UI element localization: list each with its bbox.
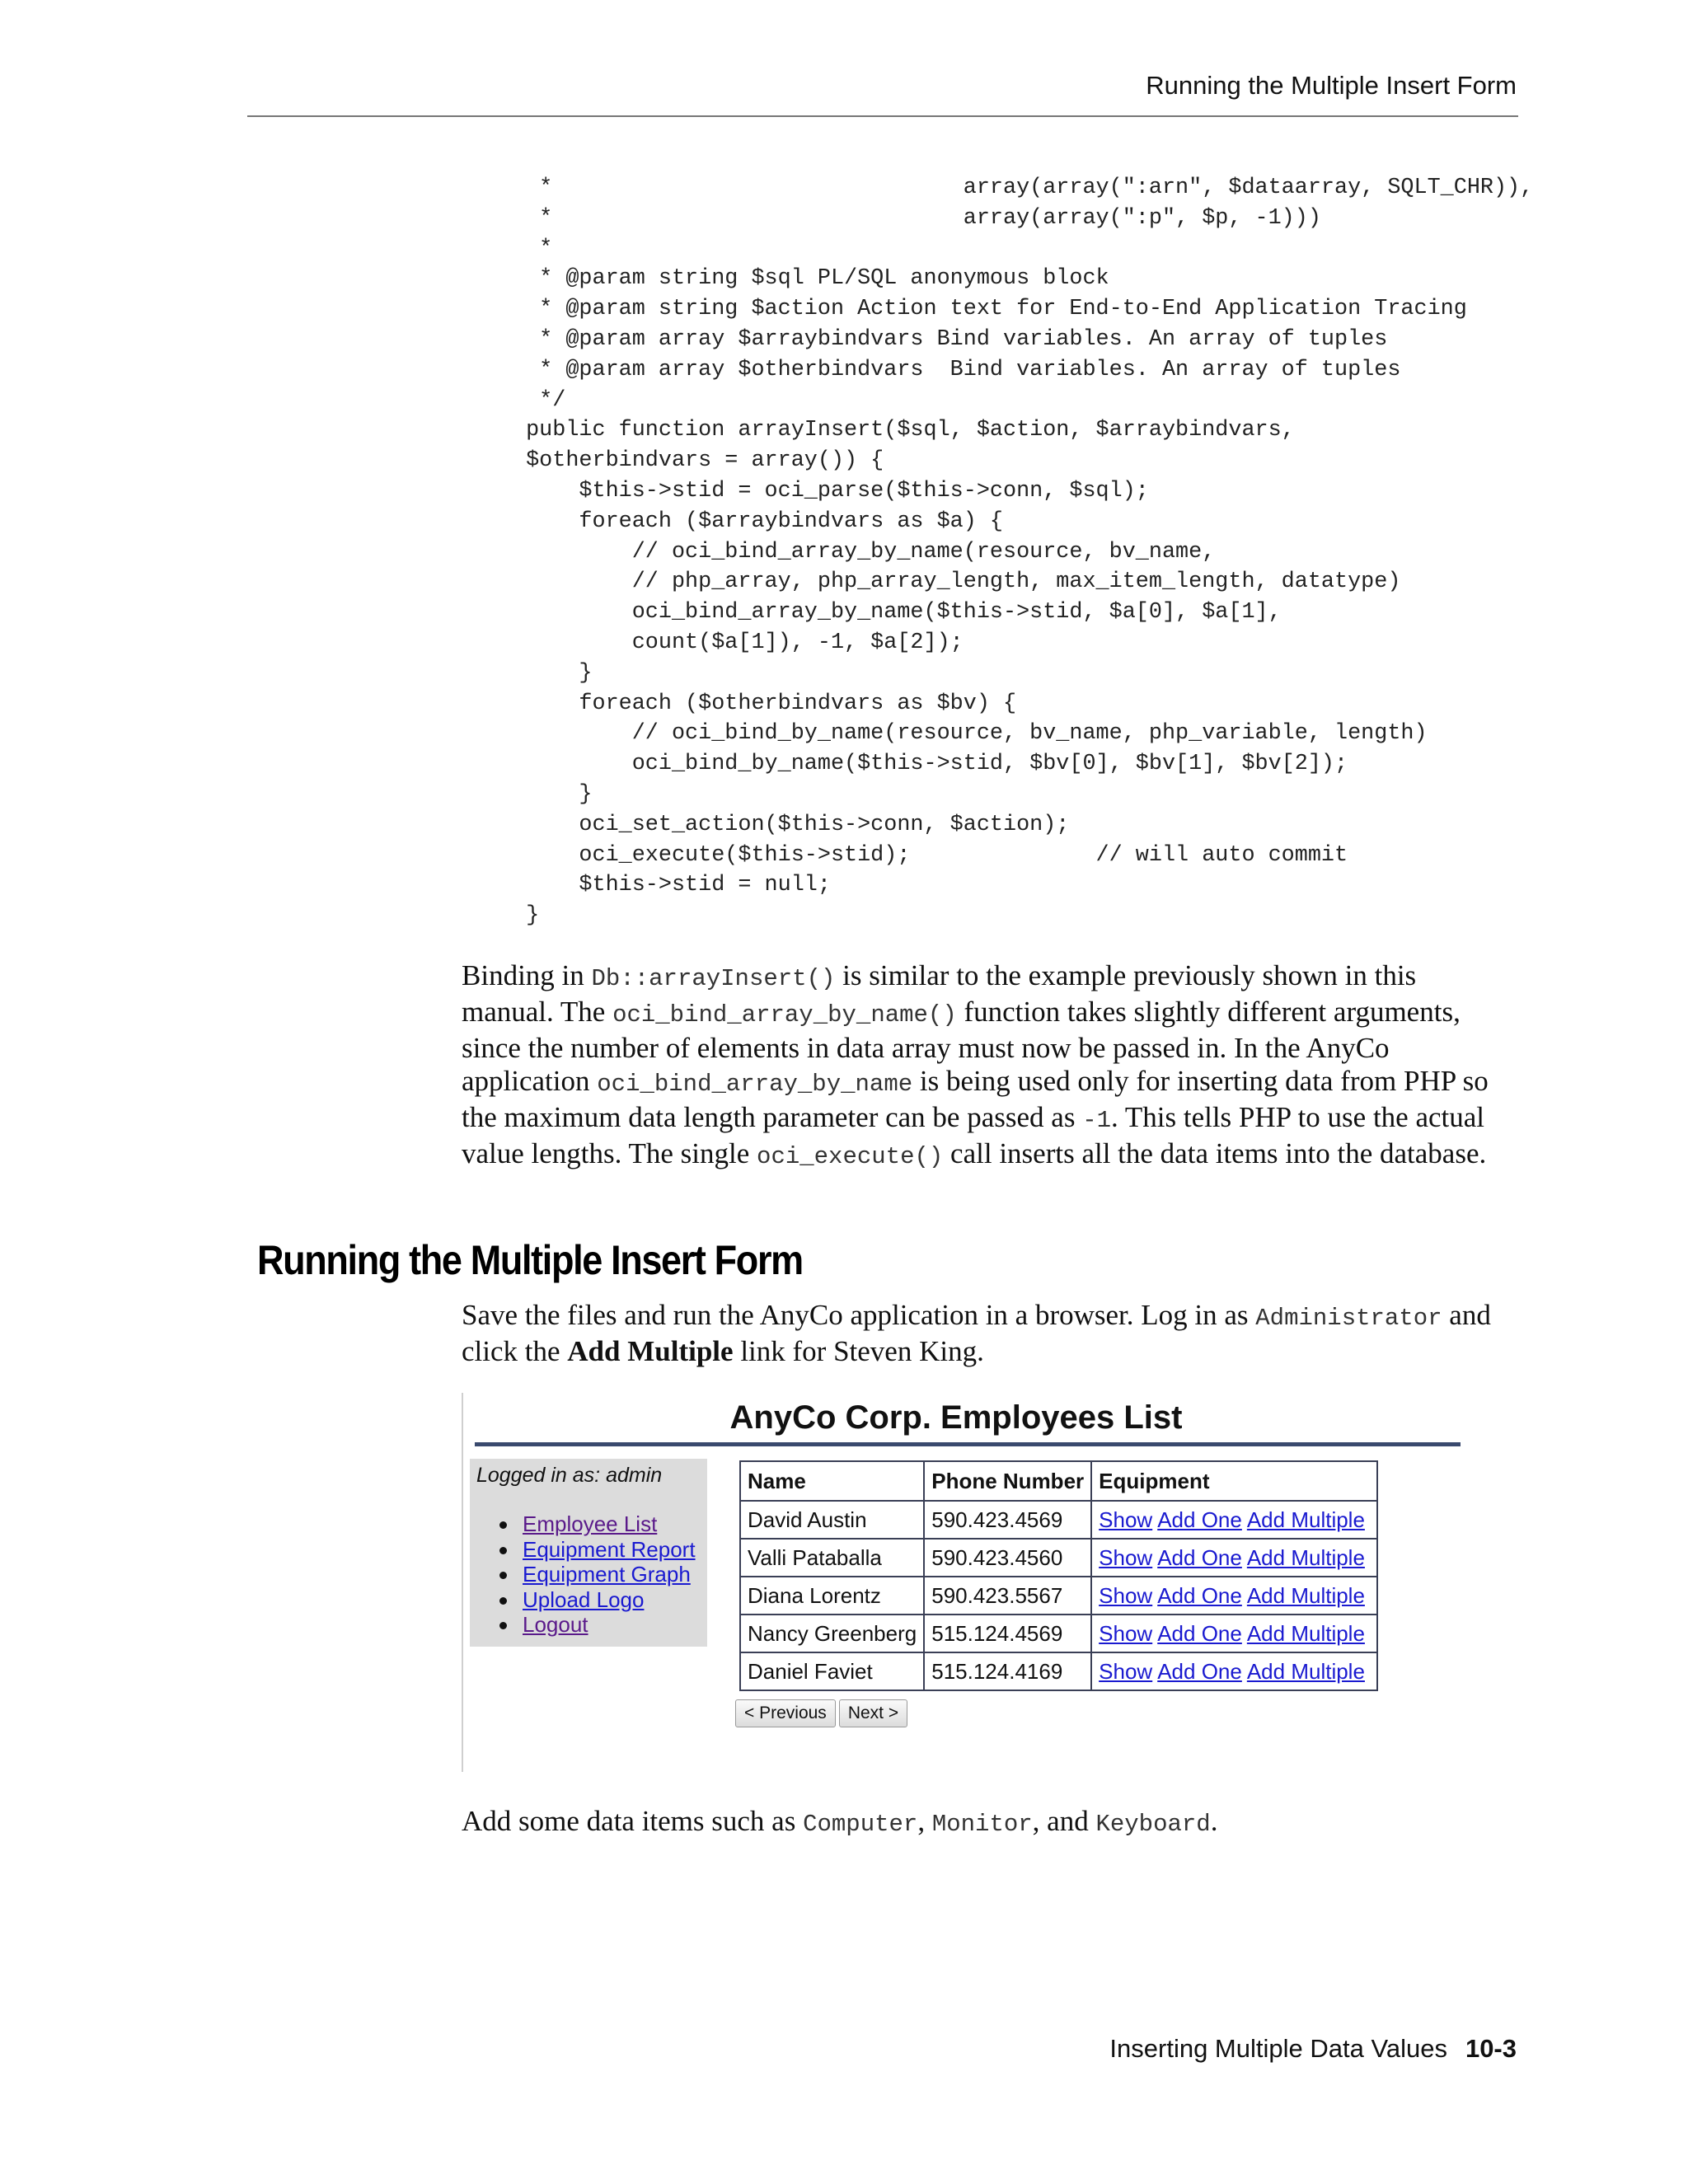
code-line: oci_set_action($this->conn, $action); bbox=[513, 812, 1070, 837]
code-line: oci_bind_by_name($this->stid, $bv[0], $bv[1], $bv[2]); bbox=[513, 752, 1348, 777]
employee-list-link[interactable]: Employee List bbox=[523, 1511, 658, 1536]
screenshot-border bbox=[462, 1393, 463, 1772]
show-link[interactable]: Show bbox=[1099, 1582, 1153, 1608]
add-one-link[interactable]: Add One bbox=[1157, 1620, 1242, 1646]
sidebar-item-equipment-graph bbox=[470, 1562, 696, 1587]
employee-name: David Austin bbox=[740, 1501, 924, 1539]
employee-name: Diana Lorentz bbox=[740, 1577, 924, 1615]
equipment-report-link[interactable]: Equipment Report bbox=[523, 1536, 696, 1562]
header-rule bbox=[247, 115, 1518, 117]
inline-code: -1 bbox=[1082, 1107, 1111, 1134]
sidebar-panel bbox=[470, 1459, 707, 1647]
add-one-link[interactable]: Add One bbox=[1157, 1507, 1242, 1532]
save-paragraph: Save the files and run the AnyCo application in a browser. Log in as Administrator and click the Add Multiple link for Steven King. bbox=[462, 1299, 1491, 1367]
add-multiple-link[interactable]: Add Multiple bbox=[1246, 1658, 1365, 1684]
add-multiple-link[interactable]: Add Multiple bbox=[1246, 1544, 1365, 1570]
sidebar-nav bbox=[470, 1511, 696, 1638]
code-block bbox=[513, 173, 1535, 931]
code-line: // oci_bind_array_by_name(resource, bv_name, bbox=[513, 539, 1216, 565]
sidebar-item-employee-list bbox=[470, 1511, 696, 1537]
code-line: * @param array $otherbindvars Bind variables. An array of tuples bbox=[513, 357, 1401, 382]
logout-link[interactable]: Logout bbox=[523, 1612, 588, 1637]
show-link[interactable]: Show bbox=[1099, 1507, 1153, 1532]
table-row bbox=[740, 1539, 1377, 1577]
table-row bbox=[740, 1615, 1377, 1652]
employees-table bbox=[739, 1460, 1378, 1691]
code-line: * bbox=[513, 236, 553, 261]
inline-code: oci_bind_array_by_name bbox=[597, 1071, 913, 1098]
employee-phone: 590.423.5567 bbox=[924, 1577, 1091, 1615]
bold-term: Add Multiple bbox=[567, 1335, 734, 1367]
employee-phone: 590.423.4569 bbox=[924, 1501, 1091, 1539]
add-multiple-link[interactable]: Add Multiple bbox=[1246, 1620, 1365, 1646]
code-line: * @param string $action Action text for End-to-End Application Tracing bbox=[513, 297, 1467, 322]
code-line: } bbox=[513, 903, 540, 929]
sidebar-item-logout bbox=[470, 1612, 696, 1638]
code-line: * @param array $arraybindvars Bind variables. An array of tuples bbox=[513, 326, 1388, 352]
equipment-links bbox=[1091, 1615, 1377, 1652]
show-link[interactable]: Show bbox=[1099, 1544, 1153, 1570]
pager bbox=[735, 1699, 911, 1727]
column-header-phone: Phone Number bbox=[924, 1461, 1091, 1501]
code-line: foreach ($arraybindvars as $a) { bbox=[513, 509, 1003, 534]
add-multiple-link[interactable]: Add Multiple bbox=[1246, 1507, 1365, 1532]
equipment-graph-link[interactable]: Equipment Graph bbox=[523, 1562, 691, 1586]
upload-logo-link[interactable]: Upload Logo bbox=[523, 1586, 645, 1612]
code-line: $this->stid = null; bbox=[513, 873, 831, 898]
code-line: // oci_bind_by_name(resource, bv_name, php_variable, length) bbox=[513, 721, 1428, 747]
column-header-equipment: Equipment bbox=[1091, 1461, 1377, 1501]
table-header-row bbox=[740, 1461, 1377, 1501]
title-rule bbox=[475, 1442, 1461, 1446]
sidebar-item-equipment-report bbox=[470, 1537, 696, 1563]
code-line: // php_array, php_array_length, max_item_length, datatype) bbox=[513, 569, 1401, 595]
sidebar-item-upload-logo bbox=[470, 1587, 696, 1613]
code-line: */ bbox=[513, 387, 566, 413]
table-row bbox=[740, 1501, 1377, 1539]
employee-phone: 515.124.4569 bbox=[924, 1615, 1091, 1652]
employee-name: Nancy Greenberg bbox=[740, 1615, 924, 1652]
code-line: * array(array(":p", $p, -1))) bbox=[513, 205, 1321, 231]
add-items-paragraph: Add some data items such as Computer, Monitor, and Keyboard. bbox=[462, 1805, 1218, 1838]
table-row bbox=[740, 1652, 1377, 1690]
page-number: 10-3 bbox=[1465, 2034, 1517, 2063]
equipment-links bbox=[1091, 1539, 1377, 1577]
employees-list-screenshot bbox=[462, 1393, 1472, 1772]
section-title: Running the Multiple Insert Form bbox=[257, 1237, 803, 1283]
equipment-links bbox=[1091, 1577, 1377, 1615]
running-header: Running the Multiple Insert Form bbox=[1146, 71, 1517, 100]
add-multiple-link[interactable]: Add Multiple bbox=[1246, 1582, 1365, 1608]
inline-code: Administrator bbox=[1255, 1305, 1442, 1332]
code-line: $this->stid = oci_parse($this->conn, $sql); bbox=[513, 478, 1149, 504]
code-line: $otherbindvars = array()) { bbox=[513, 448, 884, 474]
previous-button[interactable]: < Previous bbox=[735, 1699, 836, 1727]
next-button[interactable]: Next > bbox=[839, 1699, 907, 1727]
code-line: } bbox=[513, 781, 593, 807]
show-link[interactable]: Show bbox=[1099, 1658, 1153, 1684]
binding-paragraph: Binding in Db::arrayInsert() is similar to the example previously shown in this manual. The oci_bind_array_by_name() function takes slightly different arguments, since the number of elements in data array must now be passed in. In the AnyCo application oci_bind_array_by_name is being used only for inserting data from PHP so the maximum data length parameter can be passed as -1. This tells PHP to use the actual value lengths. The single oci_execute() call inserts all the data items into the database. bbox=[462, 959, 1489, 1170]
column-header-name: Name bbox=[740, 1461, 924, 1501]
code-line: * @param string $sql PL/SQL anonymous block bbox=[513, 266, 1109, 292]
code-line: oci_bind_array_by_name($this->stid, $a[0], $a[1], bbox=[513, 600, 1282, 626]
inline-code: Monitor bbox=[931, 1811, 1033, 1838]
add-one-link[interactable]: Add One bbox=[1157, 1658, 1242, 1684]
screenshot-title: AnyCo Corp. Employees List bbox=[729, 1399, 1183, 1436]
logged-in-label: Logged in as: admin bbox=[476, 1464, 663, 1487]
footer-chapter: Inserting Multiple Data Values bbox=[1109, 2034, 1447, 2063]
employee-phone: 515.124.4169 bbox=[924, 1652, 1091, 1690]
add-one-link[interactable]: Add One bbox=[1157, 1544, 1242, 1570]
add-one-link[interactable]: Add One bbox=[1157, 1582, 1242, 1608]
inline-code: Computer bbox=[803, 1811, 918, 1838]
equipment-links bbox=[1091, 1501, 1377, 1539]
employee-phone: 590.423.4560 bbox=[924, 1539, 1091, 1577]
inline-code: oci_execute() bbox=[757, 1143, 944, 1170]
code-line: } bbox=[513, 660, 593, 686]
page-footer bbox=[907, 2034, 1517, 2064]
inline-code: Db::arrayInsert() bbox=[591, 965, 836, 992]
code-line: oci_execute($this->stid); // will auto commit bbox=[513, 842, 1348, 868]
code-line: * array(array(":arn", $dataarray, SQLT_CHR)), bbox=[513, 176, 1534, 200]
inline-code: oci_bind_array_by_name() bbox=[612, 1001, 957, 1029]
code-line: count($a[1]), -1, $a[2]); bbox=[513, 630, 964, 655]
show-link[interactable]: Show bbox=[1099, 1620, 1153, 1646]
inline-code: Keyboard bbox=[1095, 1811, 1211, 1838]
code-line: public function arrayInsert($sql, $action, $arraybindvars, bbox=[513, 418, 1295, 443]
employee-name: Daniel Faviet bbox=[740, 1652, 924, 1690]
table-row bbox=[740, 1577, 1377, 1615]
employee-name: Valli Pataballa bbox=[740, 1539, 924, 1577]
code-line: foreach ($otherbindvars as $bv) { bbox=[513, 691, 1017, 716]
equipment-links bbox=[1091, 1652, 1377, 1690]
